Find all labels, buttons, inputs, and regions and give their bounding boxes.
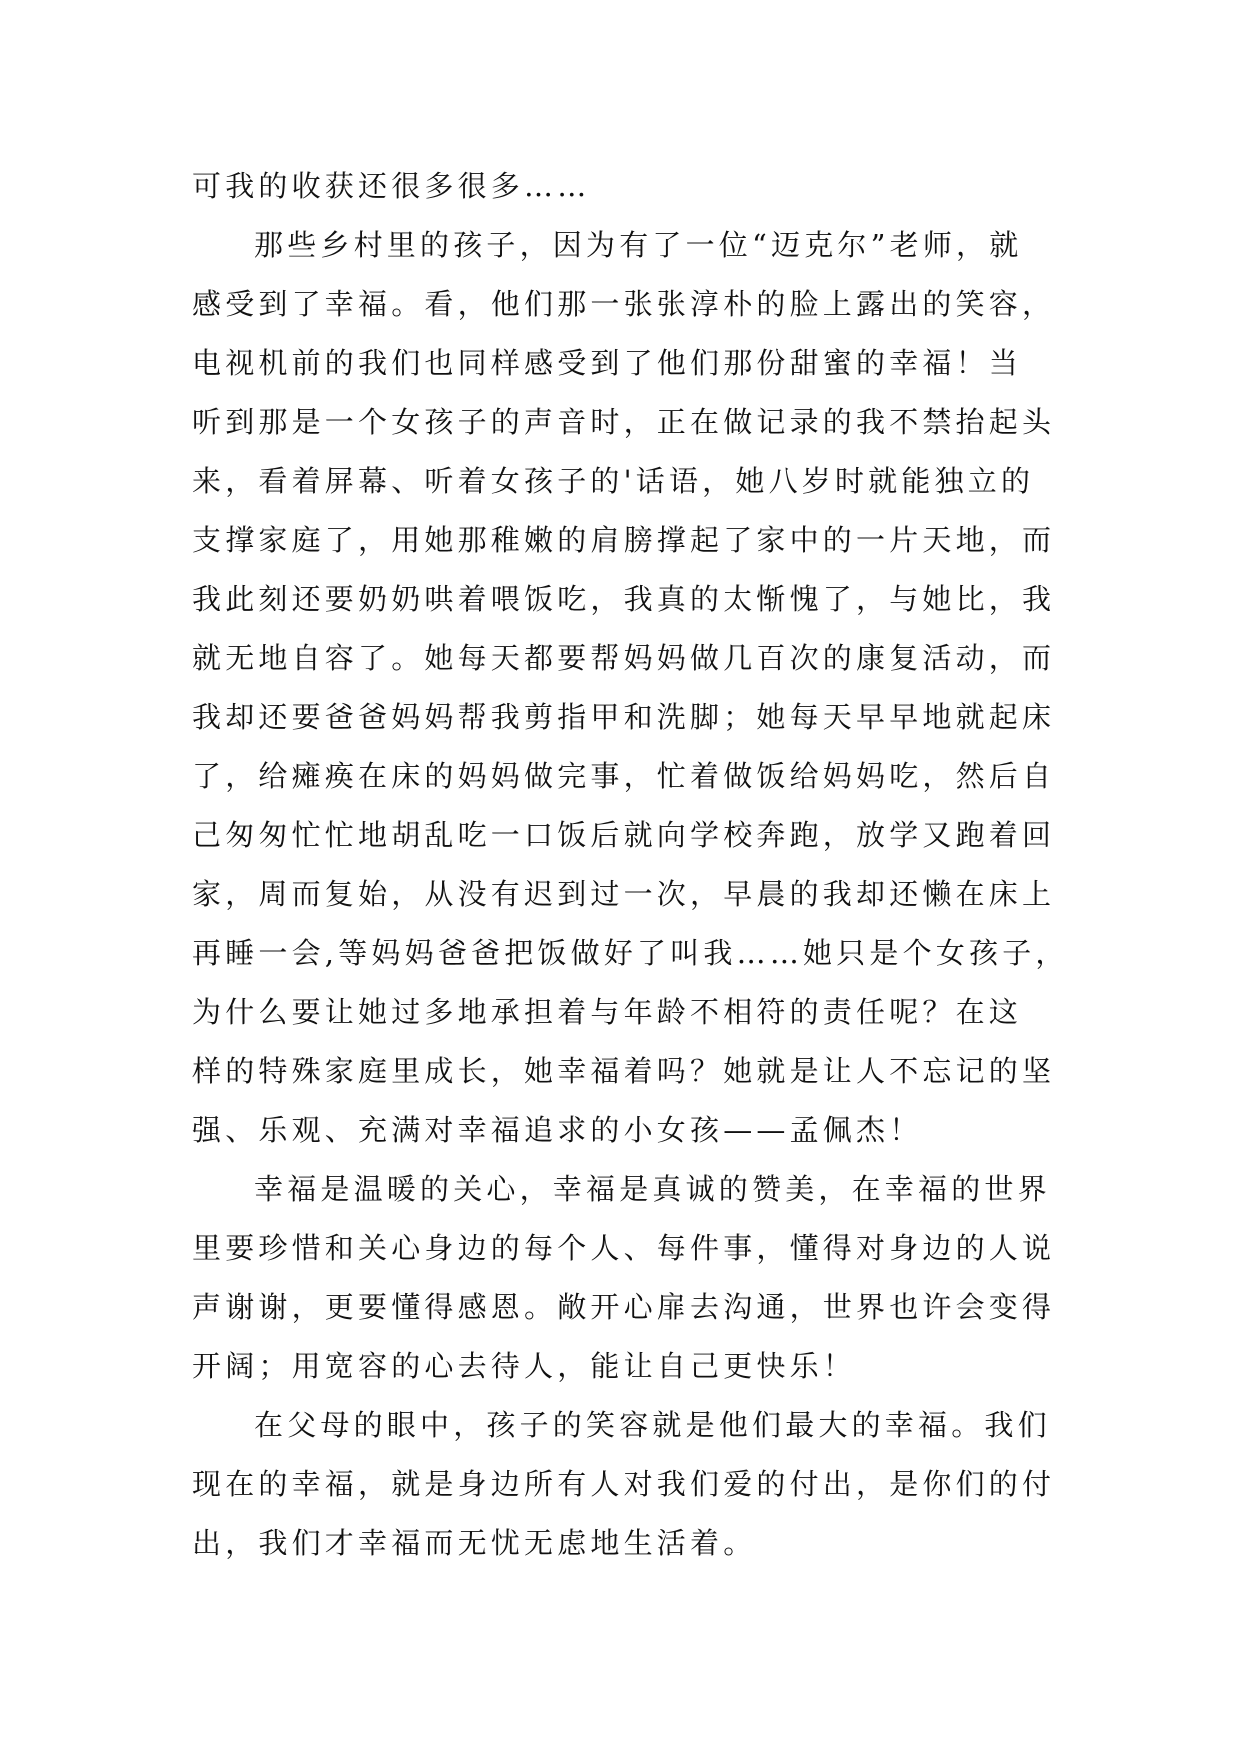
text-line: 家，周而复始，从没有迟到过一次，早晨的我却还懒在床上 (192, 877, 1056, 911)
text-line: 为什么要让她过多地承担着与年龄不相符的责任呢？在这 (192, 995, 1023, 1029)
text-line: 再睡一会,等妈妈爸爸把饭做好了叫我……她只是个女孩子， (192, 936, 1069, 970)
text-line: 己匆匆忙忙地胡乱吃一口饭后就向学校奔跑，放学又跑着回 (192, 818, 1056, 852)
text-line: 里要珍惜和关心身边的每个人、每件事，懂得对身边的人说 (192, 1231, 1056, 1265)
text-line: 感受到了幸福。看，他们那一张张淳朴的脸上露出的笑容， (192, 287, 1056, 321)
text-line: 电视机前的我们也同样感受到了他们那份甜蜜的幸福！当 (192, 346, 1023, 380)
text-line: 来，看着屏幕、听着女孩子的'话语，她八岁时就能独立的 (192, 464, 1035, 498)
text-line: 就无地自容了。她每天都要帮妈妈做几百次的康复活动，而 (192, 641, 1056, 675)
text-line: 样的特殊家庭里成长，她幸福着吗？她就是让人不忘记的坚 (192, 1054, 1056, 1088)
text-line: 我此刻还要奶奶哄着喂饭吃，我真的太惭愧了，与她比，我 (192, 582, 1056, 616)
text-line: 现在的幸福，就是身边所有人对我们爱的付出，是你们的付 (192, 1467, 1056, 1501)
text-line: 声谢谢，更要懂得感恩。敞开心扉去沟通，世界也许会变得 (192, 1290, 1056, 1324)
text-line: 我却还要爸爸妈妈帮我剪指甲和洗脚；她每天早早地就起床 (192, 700, 1056, 734)
text-line: 出，我们才幸福而无忧无虑地生活着。 (192, 1526, 757, 1560)
text-line: 开阔；用宽容的心去待人，能让自己更快乐！ (192, 1349, 857, 1383)
body-text (192, 157, 1069, 1573)
paragraph-start-line: 幸福是温暖的关心，幸福是真诚的赞美，在幸福的世界 (254, 1172, 1051, 1206)
text-line: 了，给瘫痪在床的妈妈做完事，忙着做饭给妈妈吃，然后自 (192, 759, 1056, 793)
paragraph-start-line: 在父母的眼中，孩子的笑容就是他们最大的幸福。我们 (254, 1408, 1051, 1442)
text-line: 听到那是一个女孩子的声音时，正在做记录的我不禁抬起头 (192, 405, 1056, 439)
paragraph-start-line: 那些乡村里的孩子，因为有了一位“迈克尔”老师，就 (254, 228, 1023, 262)
text-line: 支撑家庭了，用她那稚嫩的肩膀撑起了家中的一片天地，而 (192, 523, 1056, 557)
text-line: 可我的收获还很多很多…… (192, 169, 591, 203)
text-line: 强、乐观、充满对幸福追求的小女孩——孟佩杰！ (192, 1113, 923, 1147)
